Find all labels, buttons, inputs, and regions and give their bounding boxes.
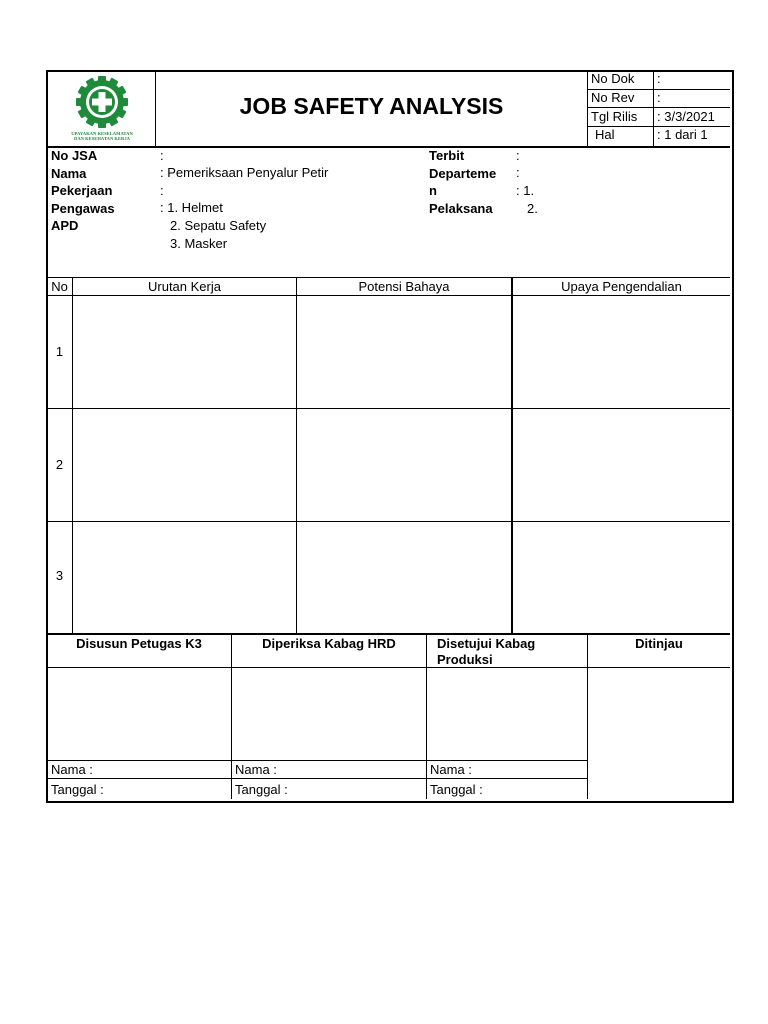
- meta-label-no-dok: No Dok: [591, 71, 635, 86]
- table-cell-potensi-bahaya[interactable]: [297, 296, 511, 408]
- info-label-pekerjaan: Pekerjaan: [51, 183, 113, 198]
- table-cell-upaya-pengendalian[interactable]: [513, 522, 730, 633]
- table-cell-upaya-pengendalian[interactable]: [513, 296, 730, 408]
- meta-value-no-rev: :: [657, 90, 661, 105]
- page-title: JOB SAFETY ANALYSIS: [239, 93, 504, 119]
- signoff-tanggal-label: Tanggal :: [51, 782, 104, 797]
- info-label-pengawas: Pengawas: [51, 201, 115, 216]
- info-label-pelaksana: Pelaksana: [429, 201, 493, 216]
- table-header-urutan-kerja: Urutan Kerja: [148, 279, 221, 294]
- svg-text:DAN KESEHATAN KERJA: DAN KESEHATAN KERJA: [74, 136, 130, 141]
- table-cell-urutan-kerja[interactable]: [73, 409, 296, 521]
- meta-value-tgl-rilis: : 3/3/2021: [657, 109, 715, 124]
- table-header-upaya-pengendalian: Upaya Pengendalian: [561, 279, 682, 294]
- info-label-nama: Nama: [51, 166, 87, 181]
- meta-label-no-rev: No Rev: [591, 90, 635, 105]
- meta-label-tgl-rilis: Tgl Rilis: [591, 109, 638, 124]
- signoff-nama-label: Nama :: [235, 762, 277, 777]
- info-label-no-jsa: No JSA: [51, 148, 98, 163]
- table-top-rule: [47, 277, 730, 278]
- info-value-nama: : Pemeriksaan Penyalur Petir: [160, 165, 329, 180]
- info-label-departemen-cont: n: [429, 183, 437, 198]
- signoff-nama-label: Nama :: [51, 762, 93, 777]
- meta-value-hal: : 1 dari 1: [657, 127, 708, 142]
- info-value-terbit: :: [516, 148, 520, 163]
- signoff-header-disetujui: Disetujui Kabag: [437, 636, 536, 651]
- table-cell-urutan-kerja[interactable]: [73, 522, 296, 633]
- table-cell-potensi-bahaya[interactable]: [297, 522, 511, 633]
- info-value-pelaksana-1: : 1.: [516, 183, 535, 198]
- signoff-nama-label: Nama :: [430, 762, 472, 777]
- table-cell-urutan-kerja[interactable]: [73, 296, 296, 408]
- header-meta-divider: [587, 71, 588, 146]
- signature-box-diperiksa[interactable]: [232, 668, 426, 760]
- info-value-departemen: :: [516, 165, 520, 180]
- signoff-header-disetujui-cont: Produksi: [437, 652, 493, 667]
- table-bottom-rule: [47, 633, 730, 635]
- signoff-tanggal-label: Tanggal :: [430, 782, 483, 797]
- signoff-header-disusun: Disusun Petugas K3: [76, 636, 202, 651]
- info-label-departemen: Departeme: [429, 166, 497, 181]
- table-row-number: 3: [55, 568, 64, 583]
- meta-label-hal: Hal: [595, 127, 615, 142]
- table-cell-potensi-bahaya[interactable]: [297, 409, 511, 521]
- signature-box-disetujui[interactable]: [427, 668, 587, 760]
- info-label-apd: APD: [51, 218, 79, 233]
- meta-value-no-dok: :: [657, 71, 661, 86]
- table-row-number: 2: [55, 457, 64, 472]
- header-logo: [58, 74, 146, 144]
- signoff-tanggal-rule: [47, 778, 587, 779]
- info-value-pekerjaan: :: [160, 183, 164, 198]
- table-header-potensi-bahaya: Potensi Bahaya: [358, 279, 450, 294]
- info-value-no-jsa: :: [160, 148, 164, 163]
- k3-gear-cross-icon: [58, 74, 146, 144]
- header-meta-rule: [588, 107, 730, 108]
- signoff-tanggal-label: Tanggal :: [235, 782, 288, 797]
- signature-box-disusun[interactable]: [48, 668, 231, 760]
- info-value-apd-2: 2. Sepatu Safety: [170, 218, 267, 233]
- signoff-nama-rule: [47, 760, 587, 761]
- info-value-apd-3: 3. Masker: [170, 236, 228, 251]
- info-value-apd-1: : 1. Helmet: [160, 200, 223, 215]
- signoff-header-ditinjau: Ditinjau: [635, 636, 683, 651]
- table-cell-upaya-pengendalian[interactable]: [513, 409, 730, 521]
- header-bottom-rule: [47, 146, 730, 148]
- info-label-terbit: Terbit: [429, 148, 465, 163]
- signoff-header-diperiksa: Diperiksa Kabag HRD: [262, 636, 396, 651]
- signature-box-ditinjau[interactable]: [588, 668, 730, 799]
- info-value-pelaksana-2: 2.: [527, 201, 538, 216]
- table-header-no: No: [51, 279, 68, 294]
- svg-text:UPAYAKAN KESELAMATAN: UPAYAKAN KESELAMATAN: [71, 131, 133, 136]
- header-meta-inner-divider: [653, 71, 654, 146]
- table-row-number: 1: [55, 344, 64, 359]
